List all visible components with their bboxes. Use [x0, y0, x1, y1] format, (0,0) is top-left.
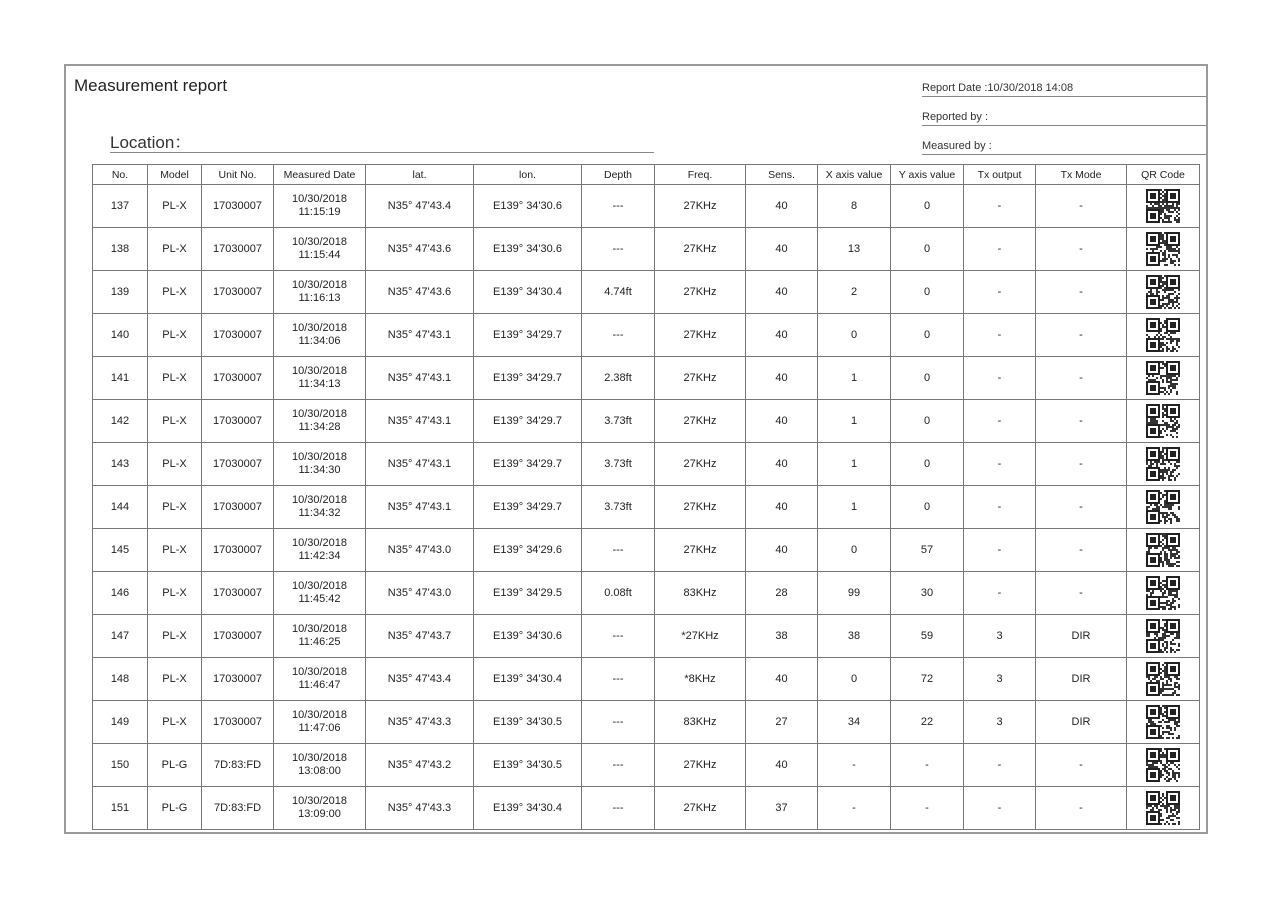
- cell-measured-date: 10/30/2018: [291, 537, 348, 549]
- cell-unit-no: 17030007: [202, 443, 274, 486]
- cell-unit-no: 17030007: [202, 615, 274, 658]
- cell-lat: N35° 47'43.3: [366, 787, 474, 830]
- cell-measured-date: [274, 787, 366, 830]
- qr-code-icon: [1146, 490, 1180, 524]
- report-date-label: Report Date :: [922, 82, 988, 94]
- cell-x-axis-value: 0: [818, 658, 891, 701]
- cell-lon: E139° 34'29.5: [474, 572, 582, 615]
- table-row: [93, 787, 1200, 830]
- cell-tx-output: -: [964, 271, 1036, 314]
- qr-code-icon: [1146, 533, 1180, 567]
- cell-measured-time: 11:34:13: [298, 378, 341, 390]
- cell-sens: 27: [746, 701, 818, 744]
- cell-lon: E139° 34'30.5: [474, 744, 582, 787]
- cell-lat: N35° 47'43.1: [366, 357, 474, 400]
- cell-sens: 40: [746, 271, 818, 314]
- cell-lon: E139° 34'30.4: [474, 658, 582, 701]
- qr-code-icon: [1146, 361, 1180, 395]
- cell-no: 148: [93, 658, 148, 701]
- table-row: [93, 486, 1200, 529]
- cell-no: 137: [93, 185, 148, 228]
- cell-unit-no: 17030007: [202, 228, 274, 271]
- table-row: [93, 400, 1200, 443]
- qr-code-icon: [1146, 189, 1180, 223]
- cell-depth: ---: [582, 314, 655, 357]
- table-row: [93, 357, 1200, 400]
- cell-unit-no: 7D:83:FD: [202, 744, 274, 787]
- table-row: [93, 701, 1200, 744]
- cell-no: 141: [93, 357, 148, 400]
- cell-no: 145: [93, 529, 148, 572]
- column-header: Tx output: [964, 165, 1036, 185]
- cell-measured-time: 11:42:34: [298, 550, 341, 562]
- cell-tx-output: -: [964, 228, 1036, 271]
- cell-x-axis-value: -: [818, 787, 891, 830]
- column-header: lon.: [474, 165, 582, 185]
- cell-unit-no: 7D:83:FD: [202, 787, 274, 830]
- cell-model: PL-X: [148, 615, 202, 658]
- cell-tx-output: -: [964, 314, 1036, 357]
- cell-measured-date: 10/30/2018: [291, 322, 348, 334]
- cell-y-axis-value: 0: [891, 314, 964, 357]
- cell-measured-date: [274, 529, 366, 572]
- cell-freq: 27KHz: [655, 787, 746, 830]
- cell-model: PL-X: [148, 228, 202, 271]
- cell-qr-code: [1127, 615, 1200, 658]
- cell-tx-output: -: [964, 529, 1036, 572]
- cell-measured-date: 10/30/2018: [291, 193, 348, 205]
- cell-model: PL-X: [148, 529, 202, 572]
- column-header: No.: [93, 165, 148, 185]
- cell-sens: 40: [746, 357, 818, 400]
- cell-lon: E139° 34'30.6: [474, 228, 582, 271]
- cell-model: PL-G: [148, 787, 202, 830]
- cell-depth: ---: [582, 185, 655, 228]
- cell-sens: 40: [746, 744, 818, 787]
- cell-measured-date: [274, 744, 366, 787]
- qr-code-icon: [1146, 662, 1180, 696]
- cell-qr-code: [1127, 572, 1200, 615]
- cell-tx-mode: -: [1036, 314, 1127, 357]
- cell-freq: 27KHz: [655, 529, 746, 572]
- qr-code-icon: [1146, 619, 1180, 653]
- cell-lat: N35° 47'43.3: [366, 701, 474, 744]
- cell-measured-time: 11:34:28: [298, 421, 341, 433]
- column-header: lat.: [366, 165, 474, 185]
- table-row: [93, 658, 1200, 701]
- cell-unit-no: 17030007: [202, 701, 274, 744]
- cell-model: PL-G: [148, 744, 202, 787]
- cell-x-axis-value: 38: [818, 615, 891, 658]
- qr-code-icon: [1146, 275, 1180, 309]
- cell-depth: ---: [582, 744, 655, 787]
- cell-tx-output: -: [964, 486, 1036, 529]
- cell-sens: 38: [746, 615, 818, 658]
- cell-qr-code: [1127, 787, 1200, 830]
- cell-measured-time: 11:16:13: [298, 292, 341, 304]
- cell-depth: ---: [582, 228, 655, 271]
- cell-measured-time: 11:34:06: [298, 335, 341, 347]
- cell-tx-mode: -: [1036, 357, 1127, 400]
- cell-freq: 83KHz: [655, 572, 746, 615]
- cell-x-axis-value: 0: [818, 529, 891, 572]
- cell-tx-mode: -: [1036, 744, 1127, 787]
- cell-sens: 37: [746, 787, 818, 830]
- column-header: Model: [148, 165, 202, 185]
- cell-freq: 27KHz: [655, 357, 746, 400]
- cell-measured-date: [274, 228, 366, 271]
- cell-freq: 27KHz: [655, 271, 746, 314]
- cell-lon: E139° 34'30.5: [474, 701, 582, 744]
- cell-y-axis-value: 0: [891, 400, 964, 443]
- measured-by-label: Measured by :: [922, 140, 992, 152]
- cell-tx-mode: -: [1036, 400, 1127, 443]
- cell-measured-date: 10/30/2018: [291, 451, 348, 463]
- table-row: [93, 314, 1200, 357]
- column-header: Y axis value: [891, 165, 964, 185]
- cell-freq: 27KHz: [655, 228, 746, 271]
- cell-y-axis-value: -: [891, 787, 964, 830]
- cell-depth: 0.08ft: [582, 572, 655, 615]
- cell-freq: 27KHz: [655, 443, 746, 486]
- cell-no: 140: [93, 314, 148, 357]
- cell-depth: ---: [582, 529, 655, 572]
- report-sheet: [64, 64, 1208, 834]
- table-row: [93, 271, 1200, 314]
- cell-x-axis-value: 1: [818, 400, 891, 443]
- location-field: Location：: [110, 128, 654, 153]
- cell-x-axis-value: -: [818, 744, 891, 787]
- cell-lon: E139° 34'30.4: [474, 271, 582, 314]
- cell-freq: 27KHz: [655, 744, 746, 787]
- cell-measured-date: 10/30/2018: [291, 580, 348, 592]
- cell-measured-date: 10/30/2018: [291, 236, 348, 248]
- cell-depth: ---: [582, 615, 655, 658]
- cell-lat: N35° 47'43.7: [366, 615, 474, 658]
- cell-tx-output: -: [964, 572, 1036, 615]
- cell-tx-mode: -: [1036, 185, 1127, 228]
- cell-x-axis-value: 8: [818, 185, 891, 228]
- cell-x-axis-value: 1: [818, 357, 891, 400]
- cell-model: PL-X: [148, 443, 202, 486]
- cell-lat: N35° 47'43.6: [366, 228, 474, 271]
- cell-measured-date: 10/30/2018: [291, 365, 348, 377]
- qr-code-icon: [1146, 447, 1180, 481]
- cell-measured-date: 10/30/2018: [291, 795, 348, 807]
- cell-model: PL-X: [148, 271, 202, 314]
- cell-no: 142: [93, 400, 148, 443]
- column-header: Depth: [582, 165, 655, 185]
- cell-qr-code: [1127, 271, 1200, 314]
- cell-y-axis-value: 59: [891, 615, 964, 658]
- cell-no: 146: [93, 572, 148, 615]
- cell-model: PL-X: [148, 701, 202, 744]
- cell-qr-code: [1127, 486, 1200, 529]
- table-row: [93, 744, 1200, 787]
- cell-measured-date: [274, 400, 366, 443]
- cell-model: PL-X: [148, 314, 202, 357]
- cell-x-axis-value: 99: [818, 572, 891, 615]
- cell-lon: E139° 34'29.7: [474, 486, 582, 529]
- cell-model: PL-X: [148, 400, 202, 443]
- column-header: Unit No.: [202, 165, 274, 185]
- reported-by-line: [922, 103, 1206, 126]
- cell-depth: ---: [582, 787, 655, 830]
- cell-tx-output: -: [964, 744, 1036, 787]
- cell-y-axis-value: 0: [891, 271, 964, 314]
- cell-tx-mode: DIR: [1036, 658, 1127, 701]
- qr-code-icon: [1146, 748, 1180, 782]
- measured-by-line: [922, 132, 1206, 155]
- cell-measured-date: 10/30/2018: [291, 279, 348, 291]
- table-row: [93, 529, 1200, 572]
- cell-no: 139: [93, 271, 148, 314]
- cell-x-axis-value: 13: [818, 228, 891, 271]
- cell-lon: E139° 34'29.7: [474, 357, 582, 400]
- cell-tx-mode: -: [1036, 443, 1127, 486]
- cell-x-axis-value: 0: [818, 314, 891, 357]
- report-date-line: [922, 74, 1206, 97]
- cell-freq: 27KHz: [655, 314, 746, 357]
- table-row: [93, 572, 1200, 615]
- cell-measured-date: 10/30/2018: [291, 666, 348, 678]
- qr-code-icon: [1146, 404, 1180, 438]
- cell-lat: N35° 47'43.4: [366, 185, 474, 228]
- cell-unit-no: 17030007: [202, 185, 274, 228]
- cell-y-axis-value: 0: [891, 486, 964, 529]
- cell-no: 143: [93, 443, 148, 486]
- cell-tx-output: -: [964, 357, 1036, 400]
- cell-sens: 40: [746, 486, 818, 529]
- cell-tx-output: -: [964, 185, 1036, 228]
- cell-tx-mode: -: [1036, 228, 1127, 271]
- cell-no: 144: [93, 486, 148, 529]
- cell-sens: 40: [746, 185, 818, 228]
- cell-qr-code: [1127, 744, 1200, 787]
- cell-no: 138: [93, 228, 148, 271]
- cell-unit-no: 17030007: [202, 400, 274, 443]
- cell-measured-date: 10/30/2018: [291, 494, 348, 506]
- cell-lat: N35° 47'43.1: [366, 314, 474, 357]
- cell-model: PL-X: [148, 185, 202, 228]
- cell-measured-date: [274, 658, 366, 701]
- qr-code-icon: [1146, 791, 1180, 825]
- column-header: Freq.: [655, 165, 746, 185]
- cell-tx-mode: -: [1036, 486, 1127, 529]
- cell-measured-date: [274, 572, 366, 615]
- cell-freq: 27KHz: [655, 185, 746, 228]
- cell-qr-code: [1127, 701, 1200, 744]
- cell-measured-time: 11:15:44: [298, 249, 341, 261]
- cell-unit-no: 17030007: [202, 658, 274, 701]
- cell-measured-date: [274, 443, 366, 486]
- cell-measured-date: [274, 314, 366, 357]
- cell-lon: E139° 34'29.7: [474, 443, 582, 486]
- cell-lon: E139° 34'29.7: [474, 314, 582, 357]
- qr-code-icon: [1146, 232, 1180, 266]
- cell-no: 147: [93, 615, 148, 658]
- cell-measured-time: 13:08:00: [298, 765, 341, 777]
- cell-y-axis-value: 0: [891, 357, 964, 400]
- cell-unit-no: 17030007: [202, 271, 274, 314]
- cell-lon: E139° 34'29.7: [474, 400, 582, 443]
- cell-qr-code: [1127, 185, 1200, 228]
- cell-model: PL-X: [148, 572, 202, 615]
- column-header: Sens.: [746, 165, 818, 185]
- cell-tx-mode: -: [1036, 572, 1127, 615]
- cell-y-axis-value: 0: [891, 443, 964, 486]
- cell-qr-code: [1127, 658, 1200, 701]
- cell-y-axis-value: 0: [891, 185, 964, 228]
- cell-measured-time: 11:47:06: [298, 722, 341, 734]
- cell-measured-date: [274, 357, 366, 400]
- qr-code-icon: [1146, 576, 1180, 610]
- cell-qr-code: [1127, 443, 1200, 486]
- cell-lat: N35° 47'43.0: [366, 572, 474, 615]
- cell-x-axis-value: 1: [818, 486, 891, 529]
- cell-measured-time: 13:09:00: [298, 808, 341, 820]
- cell-no: 149: [93, 701, 148, 744]
- cell-depth: 3.73ft: [582, 400, 655, 443]
- report-date-value: 10/30/2018 14:08: [987, 82, 1074, 94]
- cell-depth: ---: [582, 701, 655, 744]
- cell-unit-no: 17030007: [202, 314, 274, 357]
- reported-by-label: Reported by :: [922, 111, 989, 123]
- cell-y-axis-value: 22: [891, 701, 964, 744]
- cell-measured-time: 11:34:30: [298, 464, 341, 476]
- cell-unit-no: 17030007: [202, 529, 274, 572]
- cell-x-axis-value: 2: [818, 271, 891, 314]
- cell-sens: 40: [746, 443, 818, 486]
- table-row: [93, 443, 1200, 486]
- cell-tx-output: -: [964, 443, 1036, 486]
- table-row: [93, 185, 1200, 228]
- cell-x-axis-value: 1: [818, 443, 891, 486]
- cell-no: 150: [93, 744, 148, 787]
- cell-y-axis-value: 30: [891, 572, 964, 615]
- cell-depth: ---: [582, 658, 655, 701]
- cell-y-axis-value: 72: [891, 658, 964, 701]
- qr-code-icon: [1146, 705, 1180, 739]
- report-title: Measurement report: [74, 76, 228, 95]
- cell-measured-date: 10/30/2018: [291, 709, 348, 721]
- cell-freq: *27KHz: [655, 615, 746, 658]
- cell-measured-date: 10/30/2018: [291, 623, 348, 635]
- column-header: X axis value: [818, 165, 891, 185]
- cell-tx-mode: -: [1036, 271, 1127, 314]
- cell-measured-time: 11:34:32: [298, 507, 341, 519]
- cell-unit-no: 17030007: [202, 572, 274, 615]
- measurement-table: [92, 164, 1200, 830]
- cell-sens: 40: [746, 529, 818, 572]
- cell-lat: N35° 47'43.4: [366, 658, 474, 701]
- cell-measured-date: 10/30/2018: [291, 752, 348, 764]
- cell-tx-output: -: [964, 787, 1036, 830]
- cell-lon: E139° 34'30.6: [474, 185, 582, 228]
- cell-y-axis-value: -: [891, 744, 964, 787]
- cell-qr-code: [1127, 228, 1200, 271]
- cell-sens: 40: [746, 228, 818, 271]
- cell-depth: 3.73ft: [582, 443, 655, 486]
- cell-x-axis-value: 34: [818, 701, 891, 744]
- cell-lat: N35° 47'43.1: [366, 443, 474, 486]
- table-header-row: [93, 165, 1200, 185]
- cell-lon: E139° 34'30.6: [474, 615, 582, 658]
- cell-sens: 40: [746, 314, 818, 357]
- cell-measured-time: 11:46:47: [298, 679, 341, 691]
- cell-measured-date: [274, 271, 366, 314]
- cell-qr-code: [1127, 529, 1200, 572]
- cell-unit-no: 17030007: [202, 486, 274, 529]
- cell-qr-code: [1127, 400, 1200, 443]
- cell-depth: 2.38ft: [582, 357, 655, 400]
- cell-lon: E139° 34'30.4: [474, 787, 582, 830]
- cell-y-axis-value: 57: [891, 529, 964, 572]
- cell-lat: N35° 47'43.6: [366, 271, 474, 314]
- cell-freq: 83KHz: [655, 701, 746, 744]
- cell-model: PL-X: [148, 357, 202, 400]
- column-header: Measured Date: [274, 165, 366, 185]
- cell-model: PL-X: [148, 658, 202, 701]
- cell-lat: N35° 47'43.2: [366, 744, 474, 787]
- cell-freq: *8KHz: [655, 658, 746, 701]
- cell-depth: 4.74ft: [582, 271, 655, 314]
- cell-y-axis-value: 0: [891, 228, 964, 271]
- cell-measured-date: [274, 486, 366, 529]
- cell-lat: N35° 47'43.1: [366, 400, 474, 443]
- cell-depth: 3.73ft: [582, 486, 655, 529]
- cell-tx-mode: -: [1036, 529, 1127, 572]
- column-header: QR Code: [1127, 165, 1200, 185]
- cell-tx-mode: DIR: [1036, 701, 1127, 744]
- cell-no: 151: [93, 787, 148, 830]
- cell-measured-date: [274, 701, 366, 744]
- table-row: [93, 615, 1200, 658]
- cell-model: PL-X: [148, 486, 202, 529]
- cell-lat: N35° 47'43.0: [366, 529, 474, 572]
- cell-measured-date: [274, 185, 366, 228]
- cell-measured-date: 10/30/2018: [291, 408, 348, 420]
- column-header: Tx Mode: [1036, 165, 1127, 185]
- cell-sens: 40: [746, 400, 818, 443]
- cell-tx-output: 3: [964, 701, 1036, 744]
- cell-tx-output: -: [964, 400, 1036, 443]
- cell-measured-time: 11:46:25: [298, 636, 341, 648]
- cell-freq: 27KHz: [655, 400, 746, 443]
- cell-qr-code: [1127, 357, 1200, 400]
- cell-measured-date: [274, 615, 366, 658]
- qr-code-icon: [1146, 318, 1180, 352]
- cell-sens: 28: [746, 572, 818, 615]
- cell-tx-mode: DIR: [1036, 615, 1127, 658]
- cell-tx-mode: -: [1036, 787, 1127, 830]
- cell-measured-time: 11:15:19: [298, 206, 341, 218]
- cell-unit-no: 17030007: [202, 357, 274, 400]
- cell-freq: 27KHz: [655, 486, 746, 529]
- cell-measured-time: 11:45:42: [298, 593, 341, 605]
- table-row: [93, 228, 1200, 271]
- cell-tx-output: 3: [964, 615, 1036, 658]
- cell-qr-code: [1127, 314, 1200, 357]
- cell-sens: 40: [746, 658, 818, 701]
- cell-tx-output: 3: [964, 658, 1036, 701]
- cell-lat: N35° 47'43.1: [366, 486, 474, 529]
- cell-lon: E139° 34'29.6: [474, 529, 582, 572]
